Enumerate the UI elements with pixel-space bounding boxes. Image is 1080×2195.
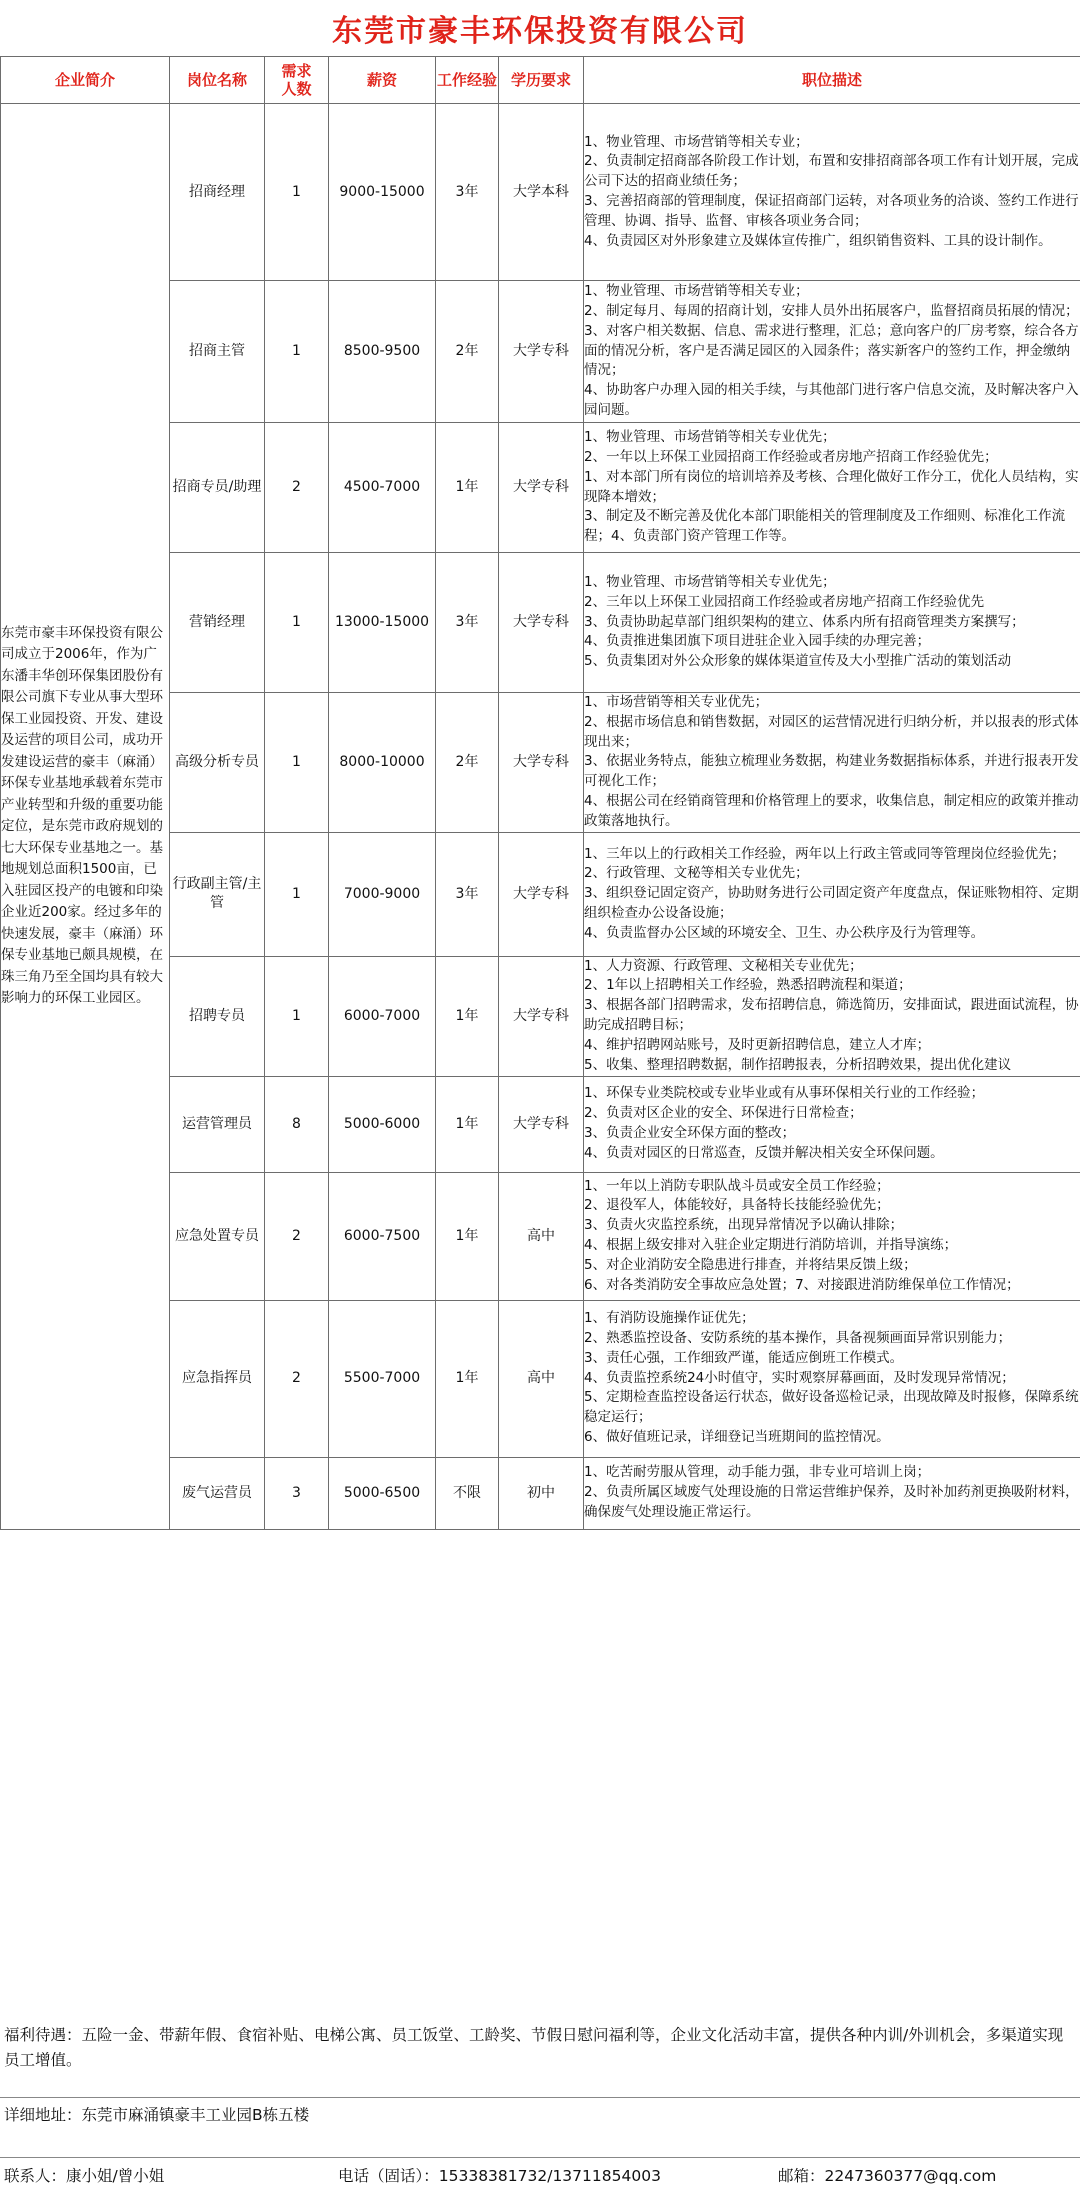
- job-position: 营销经理: [170, 553, 265, 693]
- job-experience: 不限: [436, 1457, 499, 1529]
- duty-line: 4、根据上级安排对入驻企业定期进行消防培训，并指导演练；: [584, 1236, 1080, 1256]
- job-position: 运营管理员: [170, 1076, 265, 1172]
- job-description: [584, 1300, 1080, 1457]
- contact-phone: 电话（固话）：15338381732/13711854003: [338, 2158, 661, 2195]
- job-count: 3: [265, 1457, 329, 1529]
- duty-line: 2、制定每月、每周的招商计划，安排人员外出拓展客户，监督招商员拓展的情况；: [584, 302, 1080, 322]
- duty-line: 2、行政管理、文秘等相关专业优先；: [584, 864, 1080, 884]
- table-row: [1, 104, 1080, 281]
- duty-line: 2、负责所属区域废气处理设施的日常运营维护保养，及时补加药剂更换吸附材料，确保废气处理设施正常运行。: [584, 1483, 1080, 1523]
- job-experience: 3年: [436, 104, 499, 281]
- job-education: 大学专科: [499, 956, 584, 1076]
- duty-line: 4、根据公司在经销商管理和价格管理上的要求，收集信息，制定相应的政策并推动政策落地执行。: [584, 792, 1080, 832]
- duty-line: 3、组织登记固定资产，协助财务进行公司固定资产年度盘点，保证账物相符、定期组织检查办公设备设施；: [584, 884, 1080, 924]
- contact-line: [0, 2157, 1080, 2195]
- duty-line: 3、完善招商部的管理制度，保证招商部门运转，对各项业务的洽谈、签约工作进行管理、协调、指导、监督、审核各项业务合同；: [584, 192, 1080, 232]
- job-salary: 8000-10000: [329, 693, 436, 833]
- job-count: 2: [265, 1172, 329, 1300]
- duty-line: 2、负责制定招商部各阶段工作计划，布置和安排招商部各项工作有计划开展，完成公司下达的招商业绩任务；: [584, 152, 1080, 192]
- job-salary: 4500-7000: [329, 423, 436, 553]
- job-education: 大学专科: [499, 281, 584, 423]
- job-description: [584, 281, 1080, 423]
- duty-line: 5、对企业消防安全隐患进行排查，并将结果反馈上级；: [584, 1256, 1080, 1276]
- job-description: [584, 693, 1080, 833]
- header-salary: 薪资: [329, 57, 436, 104]
- duty-line: 1、三年以上的行政相关工作经验，两年以上行政主管或同等管理岗位经验优先；: [584, 845, 1080, 865]
- job-salary: 6000-7000: [329, 956, 436, 1076]
- job-position: 行政副主管/主管: [170, 832, 265, 956]
- duty-line: 3、对客户相关数据、信息、需求进行整理，汇总；意向客户的厂房考察，综合各方面的情况分析，客户是否满足园区的入园条件；落实新客户的签约工作，押金缴纳情况；: [584, 322, 1080, 381]
- job-count: 1: [265, 956, 329, 1076]
- duty-line: 2、退役军人，体能较好，具备特长技能经验优先；: [584, 1196, 1080, 1216]
- job-count: 1: [265, 553, 329, 693]
- duty-line: 1、物业管理、市场营销等相关专业优先；: [584, 573, 1080, 593]
- job-count: 1: [265, 104, 329, 281]
- job-salary: 8500-9500: [329, 281, 436, 423]
- title-bar: [0, 0, 1080, 57]
- job-experience: 1年: [436, 956, 499, 1076]
- header-description: 职位描述: [584, 57, 1080, 104]
- job-salary: 9000-15000: [329, 104, 436, 281]
- job-salary: 13000-15000: [329, 553, 436, 693]
- job-count: 1: [265, 693, 329, 833]
- job-count: 8: [265, 1076, 329, 1172]
- job-education: 大学专科: [499, 832, 584, 956]
- duty-line: 4、负责园区对外形象建立及媒体宣传推广，组织销售资料、工具的设计制作。: [584, 232, 1080, 252]
- job-experience: 1年: [436, 1300, 499, 1457]
- job-position: 招聘专员: [170, 956, 265, 1076]
- job-experience: 3年: [436, 832, 499, 956]
- duty-line: 3、根据各部门招聘需求，发布招聘信息，筛选简历，安排面试，跟进面试流程，协助完成招聘目标；: [584, 996, 1080, 1036]
- job-experience: 2年: [436, 693, 499, 833]
- job-experience: 2年: [436, 281, 499, 423]
- job-description: [584, 423, 1080, 553]
- duty-line: 3、负责协助起草部门组织架构的建立、体系内所有招商管理类方案撰写；: [584, 613, 1080, 633]
- job-salary: 6000-7500: [329, 1172, 436, 1300]
- job-count: 1: [265, 832, 329, 956]
- duty-line: 3、制定及不断完善及优化本部门职能相关的管理制度及工作细则、标准化工作流程；4、负责部门资产管理工作等。: [584, 507, 1080, 547]
- job-salary: 5500-7000: [329, 1300, 436, 1457]
- job-salary: 5000-6000: [329, 1076, 436, 1172]
- duty-line: 2、根据市场信息和销售数据，对园区的运营情况进行归纳分析，并以报表的形式体现出来；: [584, 713, 1080, 753]
- duty-line: 1、物业管理、市场营销等相关专业；: [584, 282, 1080, 302]
- duty-line: 3、责任心强，工作细致严谨，能适应倒班工作模式。: [584, 1349, 1080, 1369]
- job-education: 大学专科: [499, 1076, 584, 1172]
- job-position: 招商主管: [170, 281, 265, 423]
- job-experience: 3年: [436, 553, 499, 693]
- job-position: 招商经理: [170, 104, 265, 281]
- job-count: 1: [265, 281, 329, 423]
- duty-line: 3、依据业务特点，能独立梳理业务数据，构建业务数据指标体系，并进行报表开发可视化工作；: [584, 752, 1080, 792]
- footer-area: [0, 2017, 1080, 2194]
- job-education: 大学本科: [499, 104, 584, 281]
- duty-line: 5、定期检查监控设备运行状态，做好设备巡检记录，出现故障及时报修，保障系统稳定运行；: [584, 1388, 1080, 1428]
- table-header-row: [1, 57, 1080, 104]
- duty-line: 6、对各类消防安全事故应急处置；7、对接跟进消防维保单位工作情况；: [584, 1276, 1080, 1296]
- header-experience: 工作经验: [436, 57, 499, 104]
- duty-line: 1、物业管理、市场营销等相关专业优先；: [584, 428, 1080, 448]
- header-position: 岗位名称: [170, 57, 265, 104]
- job-education: 大学专科: [499, 693, 584, 833]
- contact-email: 邮箱：2247360377@qq.com: [778, 2158, 996, 2195]
- duty-line: 2、熟悉监控设备、安防系统的基本操作，具备视频画面异常识别能力；: [584, 1329, 1080, 1349]
- header-education: 学历要求: [499, 57, 584, 104]
- duty-line: 5、收集、整理招聘数据，制作招聘报表，分析招聘效果，提出优化建议: [584, 1056, 1080, 1076]
- duty-line: 4、负责对园区的日常巡查，反馈并解决相关安全环保问题。: [584, 1144, 1080, 1164]
- duty-line: 4、负责监控系统24小时值守，实时观察屏幕画面，及时发现异常情况；: [584, 1369, 1080, 1389]
- job-position: 高级分析专员: [170, 693, 265, 833]
- job-position: 应急处置专员: [170, 1172, 265, 1300]
- duty-line: 1、市场营销等相关专业优先；: [584, 693, 1080, 713]
- job-description: [584, 1172, 1080, 1300]
- duty-line: 3、负责火灾监控系统，出现异常情况予以确认排除；: [584, 1216, 1080, 1236]
- duty-line: 2、负责对区企业的安全、环保进行日常检查；: [584, 1104, 1080, 1124]
- duty-line: 1、对本部门所有岗位的培训培养及考核、合理化做好工作分工，优化人员结构，实现降本增效；: [584, 468, 1080, 508]
- company-title: 东莞市豪丰环保投资有限公司: [332, 6, 748, 50]
- job-education: 高中: [499, 1172, 584, 1300]
- job-description: [584, 553, 1080, 693]
- duty-line: 2、一年以上环保工业园招商工作经验或者房地产招商工作经验优先；: [584, 448, 1080, 468]
- job-salary: 7000-9000: [329, 832, 436, 956]
- job-description: [584, 832, 1080, 956]
- duty-line: 3、负责企业安全环保方面的整改；: [584, 1124, 1080, 1144]
- duty-line: 1、一年以上消防专职队战斗员或安全员工作经验；: [584, 1177, 1080, 1197]
- job-experience: 1年: [436, 1172, 499, 1300]
- duty-line: 4、负责监督办公区域的环境安全、卫生、办公秩序及行为管理等。: [584, 924, 1080, 944]
- duty-line: 5、负责集团对外公众形象的媒体渠道宣传及大小型推广活动的策划活动: [584, 652, 1080, 672]
- jobs-table: [0, 56, 1080, 1530]
- job-position: 废气运营员: [170, 1457, 265, 1529]
- header-count: 需求人数: [265, 57, 329, 104]
- duty-line: 2、三年以上环保工业园招商工作经验或者房地产招商工作经验优先: [584, 593, 1080, 613]
- duty-line: 1、有消防设施操作证优先；: [584, 1309, 1080, 1329]
- job-education: 大学专科: [499, 553, 584, 693]
- job-experience: 1年: [436, 423, 499, 553]
- job-education: 初中: [499, 1457, 584, 1529]
- duty-line: 1、人力资源、行政管理、文秘相关专业优先；: [584, 957, 1080, 977]
- job-position: 应急指挥员: [170, 1300, 265, 1457]
- duty-line: 1、环保专业类院校或专业毕业或有从事环保相关行业的工作经验；: [584, 1084, 1080, 1104]
- job-description: [584, 1457, 1080, 1529]
- duty-line: 1、吃苦耐劳服从管理，动手能力强，非专业可培训上岗；: [584, 1463, 1080, 1483]
- duty-line: 4、维护招聘网站账号，及时更新招聘信息，建立人才库；: [584, 1036, 1080, 1056]
- duty-line: 2、1年以上招聘相关工作经验，熟悉招聘流程和渠道；: [584, 976, 1080, 996]
- duty-line: 1、物业管理、市场营销等相关专业；: [584, 133, 1080, 153]
- contact-person: 联系人：康小姐/曾小姐: [4, 2158, 164, 2195]
- job-salary: 5000-6500: [329, 1457, 436, 1529]
- duty-line: 4、负责推进集团旗下项目进驻企业入园手续的办理完善；: [584, 632, 1080, 652]
- job-education: 大学专科: [499, 423, 584, 553]
- job-description: [584, 1076, 1080, 1172]
- job-description: [584, 956, 1080, 1076]
- job-education: 高中: [499, 1300, 584, 1457]
- welfare-text: 福利待遇：五险一金、带薪年假、食宿补贴、电梯公寓、员工饭堂、工龄奖、节假日慰问福利等，企业文化活动丰富，提供各种内训/外训机会，多渠道实现员工增值。: [0, 2017, 1080, 2087]
- company-intro: 东莞市豪丰环保投资有限公司成立于2006年，作为广东潘丰华创环保集团股份有限公司旗下专业从事大型环保工业园投资、开发、建设及运营的项目公司，成功开发建设运营的豪丰（麻涌）环保专业基地承载着东莞市产业转型和升级的重要功能定位，是东莞市政府规划的七大环保专业基地之一。基地规划总面积1500亩，已入驻园区投产的电镀和印染企业近200家。经过多年的快速发展，豪丰（麻涌）环保专业基地已颇具规模，在珠三角乃至全国均具有较大影响力的环保工业园区。: [1, 104, 170, 1530]
- job-count: 2: [265, 1300, 329, 1457]
- duty-line: 4、协助客户办理入园的相关手续，与其他部门进行客户信息交流，及时解决客户入园问题。: [584, 381, 1080, 421]
- job-position: 招商专员/助理: [170, 423, 265, 553]
- job-description: [584, 104, 1080, 281]
- address-text: 详细地址：东莞市麻涌镇豪丰工业园B栋五楼: [0, 2097, 1080, 2131]
- header-intro: 企业简介: [1, 57, 170, 104]
- duty-line: 6、做好值班记录，详细登记当班期间的监控情况。: [584, 1428, 1080, 1448]
- job-experience: 1年: [436, 1076, 499, 1172]
- job-count: 2: [265, 423, 329, 553]
